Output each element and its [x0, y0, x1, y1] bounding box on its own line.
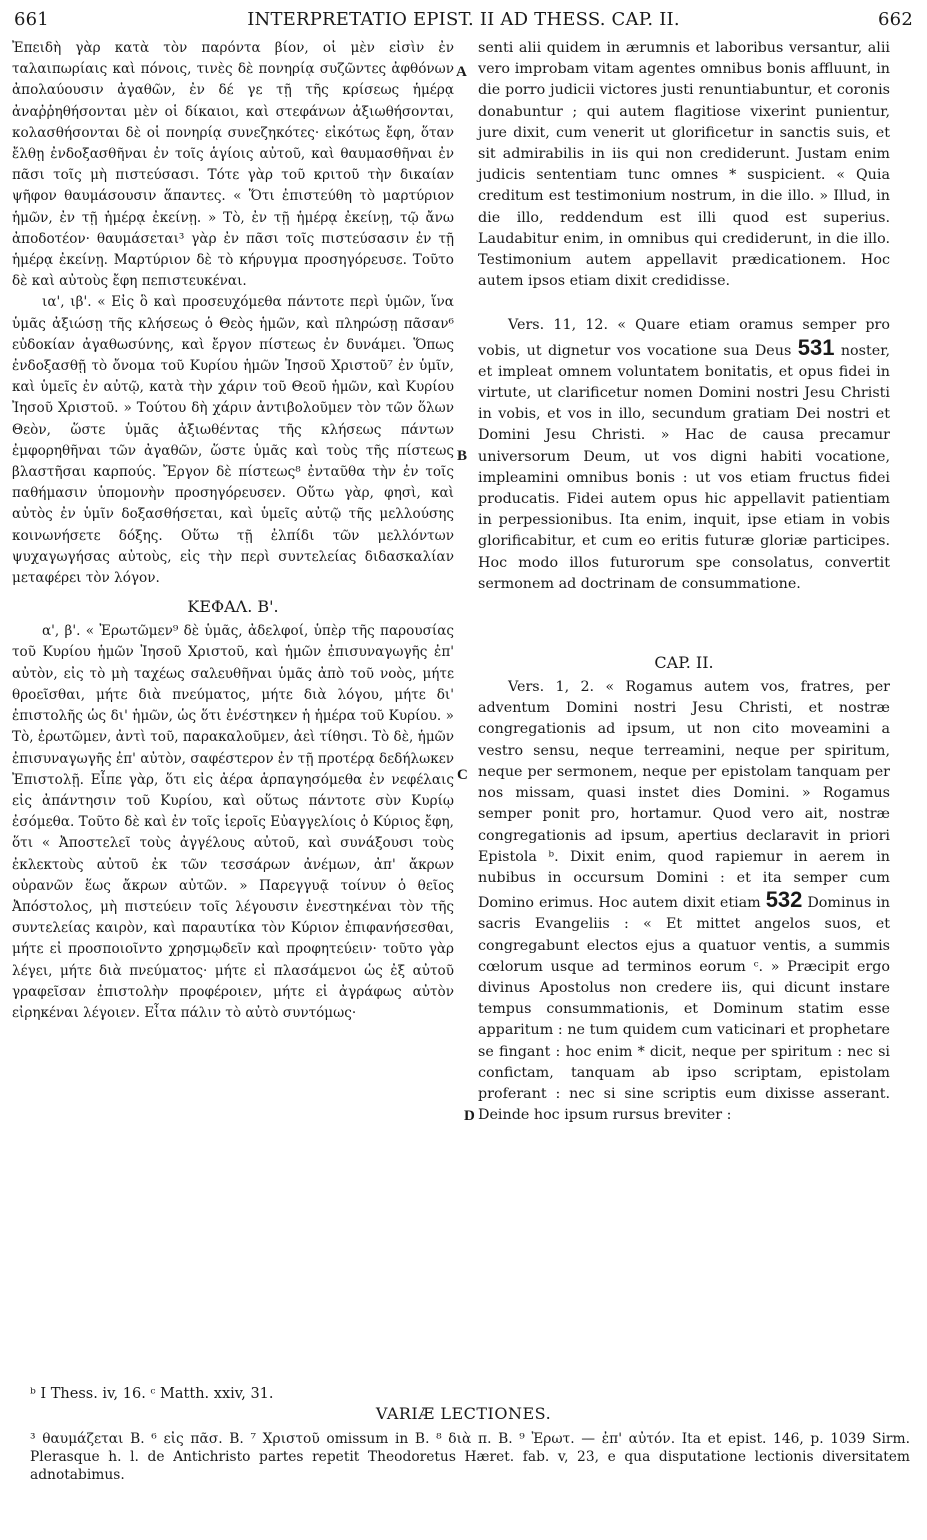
greek-paragraph-3: α', β'. « Ἐρωτῶμεν⁹ δὲ ὑμᾶς, ἀδελφοί, ὑπὲρ τῆς παρουσίας τοῦ Κυρίου ἡμῶν Ἰησοῦ Χριστοῦ, καὶ ἡμῶν ἐπισυναγωγῆς ἐπ' αὐτὸν, εἰς τὸ μὴ ταχέως σαλευθῆναι ὑμᾶς ἀπὸ τοῦ νοὸς, μήτε θροεῖσθαι, μήτε διὰ πνεύματος, μήτε διὰ λόγου, μήτε δι' ἐπιστολῆς ὡς δι' ἡμῶν, ὡς ὅτι ἐνέστηκεν ἡ ἡμέρα τοῦ Κυρίου. » Τὸ, ἐρωτῶμεν, ἀντὶ τοῦ, παρακαλοῦμεν, ἀεὶ τίθησι. Τὸ δὲ, ἡμῶν ἐπισυναγωγῆς ἐπ' αὐτὸν, σαφέστερον ἐν τῇ προτέρᾳ δεδήλωκεν Ἐπιστολῇ. Εἶπε γὰρ, ὅτι εἰς ἀέρα ἁρπαγησόμεθα ἐν νεφέλαις εἰς ἀπάντησιν τοῦ Κυρίου, καὶ οὕτως πάντοτε σὺν Κυρίῳ ἐσόμεθα. Τοῦτο δὲ καὶ ἐν τοῖς ἱεροῖς Εὐαγγελίοις ὁ Κύριος ἔφη, ὅτι « Ἀποστελεῖ τοὺς ἀγγέλους αὐτοῦ, καὶ συνάξουσι τοὺς ἐκλεκτοὺς αὐτοῦ ἐκ τῶν τεσσάρων ἀνέμων, ἀπ' ἄκρων οὐρανῶν ἕως ἄκρων αὐτῶν. » Παρεγγυᾷ τοίνυν ὁ θεῖος Ἀπόστολος, μὴ πιστεύειν τοῖς λέγουσιν ἐνεστηκέναι τὸν τῆς συντελείας καιρὸν, καὶ παραυτίκα τὸν Κύριον ἐπιφανήσεσθαι, μήτε εἰ προσποιοῖντο χρησμῳδεῖν καὶ προφητεύειν· τοῦτο γὰρ λέγει, μήτε διὰ πνεύματος· μήτε εἰ πλασάμενοι ὡς ἐξ αὐτοῦ γραφεῖσαν ἐπιστολὴν προφέροιεν, μήτε εἰ ἀγράφως αὐτὸν εἰρηκέναι λέγοιεν. Εἶτα πάλιν τὸ αὐτὸ συντόμως·: [12, 623, 455, 1021]
column-number-531: 531: [797, 334, 835, 360]
latin-paragraph-2: [478, 315, 890, 595]
variae-lectiones-text: ³ θαυμάζεται B. ⁶ εἰς πᾶσ. B. ⁷ Χριστοῦ omissum in B. ⁸ διὰ π. B. ⁹ Ἐρωτ. — ἐπ' αὐτόν. Ita et epist. 146, p. 1039 Sirm. Plerasque h. l. de Antichristo partes repetit Theodoretus Hæret. fab. v, 23, e qua disputatione lectionis diversitatem adnotabimus.: [30, 1431, 910, 1483]
margin-letter-b: B: [457, 448, 468, 464]
greek-paragraph-1: Ἐπειδὴ γὰρ κατὰ τὸν παρόντα βίον, οἱ μὲν εἰσὶν ἐν ταλαιπωρίαις καὶ πόνοις, τινὲς δὲ πονηρίᾳ συζῶντες ἀφθόνων ἀπολαύουσιν ἀγαθῶν, ἐν δέ γε τῇ τῆς κρίσεως ἡμέρᾳ ἀναῤῥηθήσονται μὲν οἱ δίκαιοι, καὶ στεφάνων ἀξιωθήσονται, κολασθήσονται δὲ οἱ πονηρίᾳ συνεζηκότες· εἰκότως ἔφη, ὅταν ἔλθῃ ἐνδοξασθῆναι ἐν τοῖς ἁγίοις αὐτοῦ, καὶ θαυμασθῆναι ἐν πᾶσι τοῖς μὴ πιστεύσασι. Τότε γὰρ τοῦ κριτοῦ τὴν δικαίαν ψῆφον θαυμάσουσιν ἅπαντες. « Ὅτι ἐπιστεύθη τὸ μαρτύριον ἡμῶν, ἐν τῇ ἡμέρᾳ ἐκείνῃ. » Τὸ, ἐν τῇ ἡμέρᾳ ἐκείνῃ, τῷ ἄνω ἀποδοτέον· θαυμάσεται³ γὰρ ἐν πᾶσι τοῖς πιστεύσασιν ἐν τῇ ἡμέρᾳ ἐκείνῃ. Μαρτύριον δὲ τὸ κήρυγμα προσηγόρευσε. Τοῦτο δὲ καὶ αὐτοὺς ἔφη πεπιστευκέναι.: [12, 40, 454, 290]
latin-paragraph-1: senti alii quidem in ærumnis et laboribus versantur, alii vero improbam vitam agentes omnibus bonis affluunt, in die porro judicii victores justi renuntiabuntur, et coronis donabuntur ; qui autem flagitiose vixerint punientur, jure dixit, cum venerit ut glorificetur in sanctis suis, et sit admirabilis in iis qui non crediderunt. Justam enim judicis sententiam tunc omnes * suspicient. « Quia creditum est testimonium nostrum, in die illo. » Illud, in die illo, reddendum est illi quod est superius. Laudabitur enim, in omnibus qui crediderunt, in die illo. Testimonium autem appellavit prædicationem. Hoc autem ipsos etiam dixit credidisse.: [478, 40, 890, 290]
latin-paragraph-3: [478, 677, 890, 1126]
variae-lectiones-heading: VARIÆ LECTIONES.: [375, 1404, 552, 1423]
margin-letter-d: D: [464, 1108, 475, 1124]
page-header: [14, 0, 913, 38]
page-number-right: 662: [878, 8, 913, 30]
greek-paragraph-2: ια', ιβ'. « Εἰς ὃ καὶ προσευχόμεθα πάντοτε περὶ ὑμῶν, ἵνα ὑμᾶς ἀξιώσῃ τῆς κλήσεως ὁ Θεὸς ἡμῶν, καὶ πληρώσῃ πᾶσαν⁶ εὐδοκίαν ἀγαθωσύνης, καὶ ἔργον πίστεως ἐν δυνάμει. Ὅπως ἐνδοξασθῇ τὸ ὄνομα τοῦ Κυρίου ἡμῶν Ἰησοῦ Χριστοῦ⁷ ἐν ὑμῖν, καὶ ὑμεῖς ἐν αὐτῷ, κατὰ τὴν χάριν τοῦ Θεοῦ ἡμῶν, καὶ Κυρίου Ἰησοῦ Χριστοῦ. » Τούτου δὴ χάριν ἀντιβολοῦμεν τὸν τῶν ὅλων Θεὸν, ὥστε ὑμᾶς ἀξιωθέντας τῆς κλήσεως πάντων ἐμφορηθῆναι τῶν ἀγαθῶν, ὥστε ὑμᾶς καὶ τοὺς τῆς πίστεως βλαστῆσαι καρπούς. Ἔργον δὲ πίστεως⁸ ἐνταῦθα τὴν ἐν τοῖς παθήμασιν ὑπομονὴν προσηγόρευσεν. Οὕτω γὰρ, φησὶ, καὶ αὐτὸς ἐν ὑμῖν δοξασθήσεται, καὶ ὑμεῖς αὐτῷ τῆς μελλούσης κοινωνήσετε δόξης. Οὕτω τῇ ἐλπίδι τῶν μελλόντων ψυχαγωγήσας αὐτοὺς, εἰς τὴν περὶ συντελείας διδασκαλίαν μεταφέρει τὸν λόγον.: [12, 294, 454, 587]
column-number-532: 532: [765, 887, 803, 913]
latin-paragraph-2-a: Vers. 11, 12. « Quare etiam oramus semper pro vobis, ut dignetur vos vocatione sua Deus: [478, 317, 890, 359]
latin-paragraph-3-b: Dominus in sacris Evangeliis : « Et mittet angelos suos, et congregabunt electos ejus a quatuor ventis, a summis cœlorum usque ad terminos eorum ᶜ. » Præcipit ergo divinus Apostolus non credere iis, qui dicunt instare tempus consummationis, et Dominum statim esse apparitum : ne tum quidem cum vaticinari et prophetare se fingant : hoc enim * dicit, neque per spiritum : nec si confictam, tanquam ab ipso scriptam, epistolam proferant : nec si sine scriptis eum dixisse asserant. Deinde hoc ipsum rursus breviter :: [478, 895, 891, 1124]
margin-letter-c: C: [457, 767, 468, 783]
margin-letter-a: A: [456, 64, 467, 80]
scripture-references: ᵇ I Thess. iv, 16. ᶜ Matth. xxiv, 31.: [30, 1386, 274, 1402]
latin-column: [478, 38, 890, 1126]
running-title: INTERPRETATIO EPIST. II AD THESS. CAP. II.: [247, 8, 680, 30]
latin-paragraph-2-b: noster, et impleat omnem voluntatem bonitatis, et opus fidei in virtute, ut clarificetur nomen Domini nostri Jesu Christi in vobis, et vos in illo, secundum gratiam Dei nostri et Domini Jesu Christi. » Hac de causa precamur universorum Deum, ut vos digni habiti vocatione, impleamini omnibus bonis : ut vos etiam fructus fidei producatis. Fidei autem opus hic appellavit patientiam in perpessionibus. Ita enim, inquit, ipse etiam in vobis glorificabitur, et cum eo eritis futuræ gloriæ participes. Hoc modo illos futurorum spe consolatus, convertit sermonem ad doctrinam de consummatione.: [478, 342, 891, 592]
greek-chapter-heading: ΚΕΦΑΛ. Β'.: [187, 597, 279, 617]
page-number-left: 661: [14, 8, 49, 30]
latin-chapter-heading: CAP. II.: [654, 653, 714, 673]
latin-paragraph-3-a: Vers. 1, 2. « Rogamus autem vos, fratres, per adventum Domini nostri Jesu Christi, et nostræ congregationis ad ipsum, ut non cito moveamini a vestro sensu, neque terreamini, neque per spiritum, neque per sermonem, neque per epistolam tanquam per nos missam, quasi instet dies Domini. » Rogamus semper ponit pro, hortamur. Quod vero ait, nostræ congregationis ad ipsum, apertius declaravit in priori Epistola ᵇ. Dixit enim, quod rapiemur in aerem in nubibus in occursum Domini : et ita semper cum Domino erimus. Hoc autem dixit etiam: [478, 679, 890, 912]
greek-column: [12, 38, 454, 1024]
